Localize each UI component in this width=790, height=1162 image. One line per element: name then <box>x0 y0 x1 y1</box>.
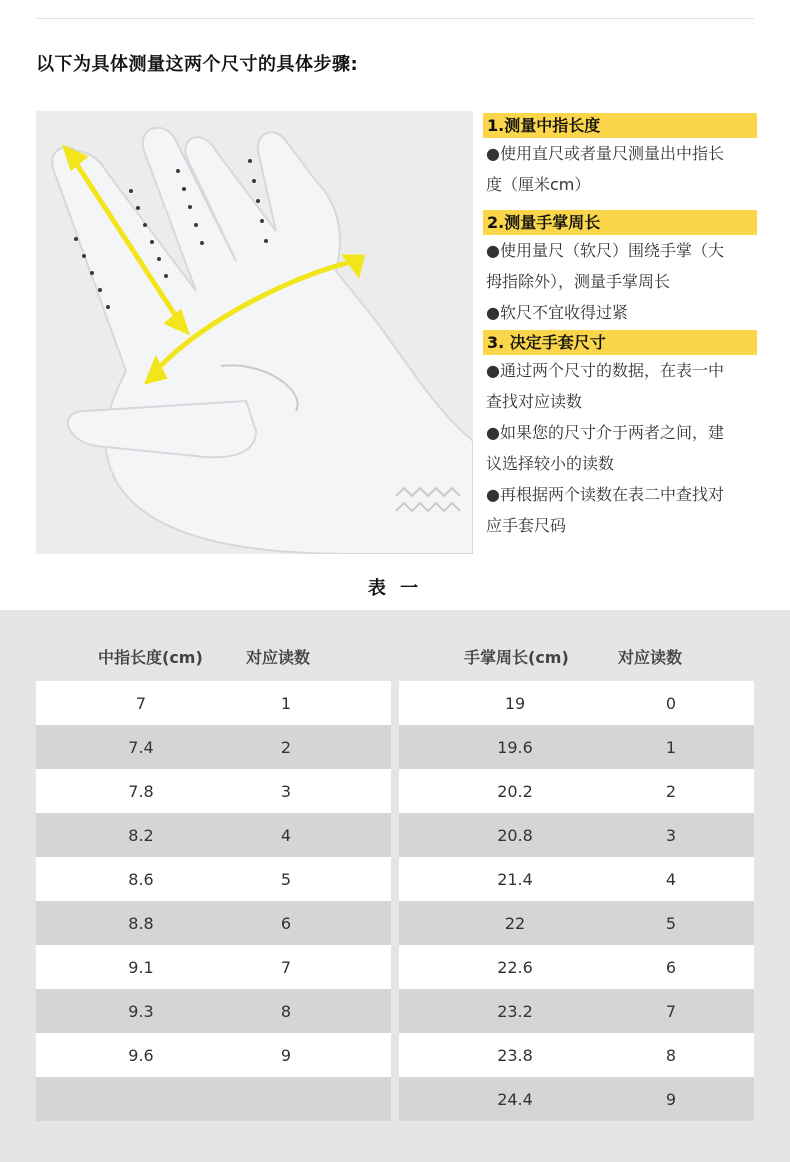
table-title: 表 一 <box>367 578 423 599</box>
glove-measurement-image <box>36 111 473 554</box>
table-row: 23.8 8 <box>399 1033 754 1077</box>
step-2-line: ●软尺不宜收得过紧 <box>486 303 628 322</box>
step-3-line: ●再根据两个读数在表二中查找对 <box>486 485 724 504</box>
top-divider <box>36 18 754 19</box>
step-3-line: 查找对应读数 <box>486 392 583 411</box>
step-2-title: 2.测量手掌周长 <box>483 210 757 235</box>
table-row <box>36 1077 391 1121</box>
step-2-line: ●使用量尺（软尺）围绕手掌（大 <box>486 241 724 260</box>
step-3-title: 3. 决定手套尺寸 <box>483 330 757 355</box>
left-header-length: 中指长度(cm) <box>98 648 203 667</box>
right-header-reading: 对应读数 <box>618 648 683 667</box>
step-1-line: ●使用直尺或者量尺测量出中指长 <box>486 144 724 163</box>
table-row: 20.2 2 <box>399 769 754 813</box>
step-1-line: 度（厘米cm） <box>486 175 591 194</box>
table-row: 8.6 5 <box>36 857 391 901</box>
step-3-line: ●如果您的尺寸介于两者之间，建 <box>486 423 724 442</box>
table-row: 9.1 7 <box>36 945 391 989</box>
table-row: 9.3 8 <box>36 989 391 1033</box>
table-row: 8.2 4 <box>36 813 391 857</box>
table-row: 23.2 7 <box>399 989 754 1033</box>
table-row: 7.4 2 <box>36 725 391 769</box>
table-row: 19.6 1 <box>399 725 754 769</box>
left-header-reading: 对应读数 <box>246 648 311 667</box>
table-row: 8.8 6 <box>36 901 391 945</box>
table-row: 24.4 9 <box>399 1077 754 1121</box>
step-1-title: 1.测量中指长度 <box>483 113 757 138</box>
finger-length-table <box>36 681 391 1121</box>
table-row: 22 5 <box>399 901 754 945</box>
step-3-line: 应手套尺码 <box>486 516 567 535</box>
measurement-steps <box>483 113 757 541</box>
page-heading: 以下为具体测量这两个尺寸的具体步骤: <box>36 54 359 75</box>
table-row: 9.6 9 <box>36 1033 391 1077</box>
table-row: 20.8 3 <box>399 813 754 857</box>
table-row: 7 1 <box>36 681 391 725</box>
palm-circumference-table <box>399 681 754 1121</box>
right-header-circumference: 手掌周长(cm) <box>464 648 569 667</box>
step-2-line: 拇指除外），测量手掌周长 <box>486 272 671 291</box>
table-row: 19 0 <box>399 681 754 725</box>
step-3-line: 议选择较小的读数 <box>486 454 615 473</box>
step-3-line: ●通过两个尺寸的数据，在表一中 <box>486 361 724 380</box>
table-row: 22.6 6 <box>399 945 754 989</box>
table-row: 7.8 3 <box>36 769 391 813</box>
table-row: 21.4 4 <box>399 857 754 901</box>
